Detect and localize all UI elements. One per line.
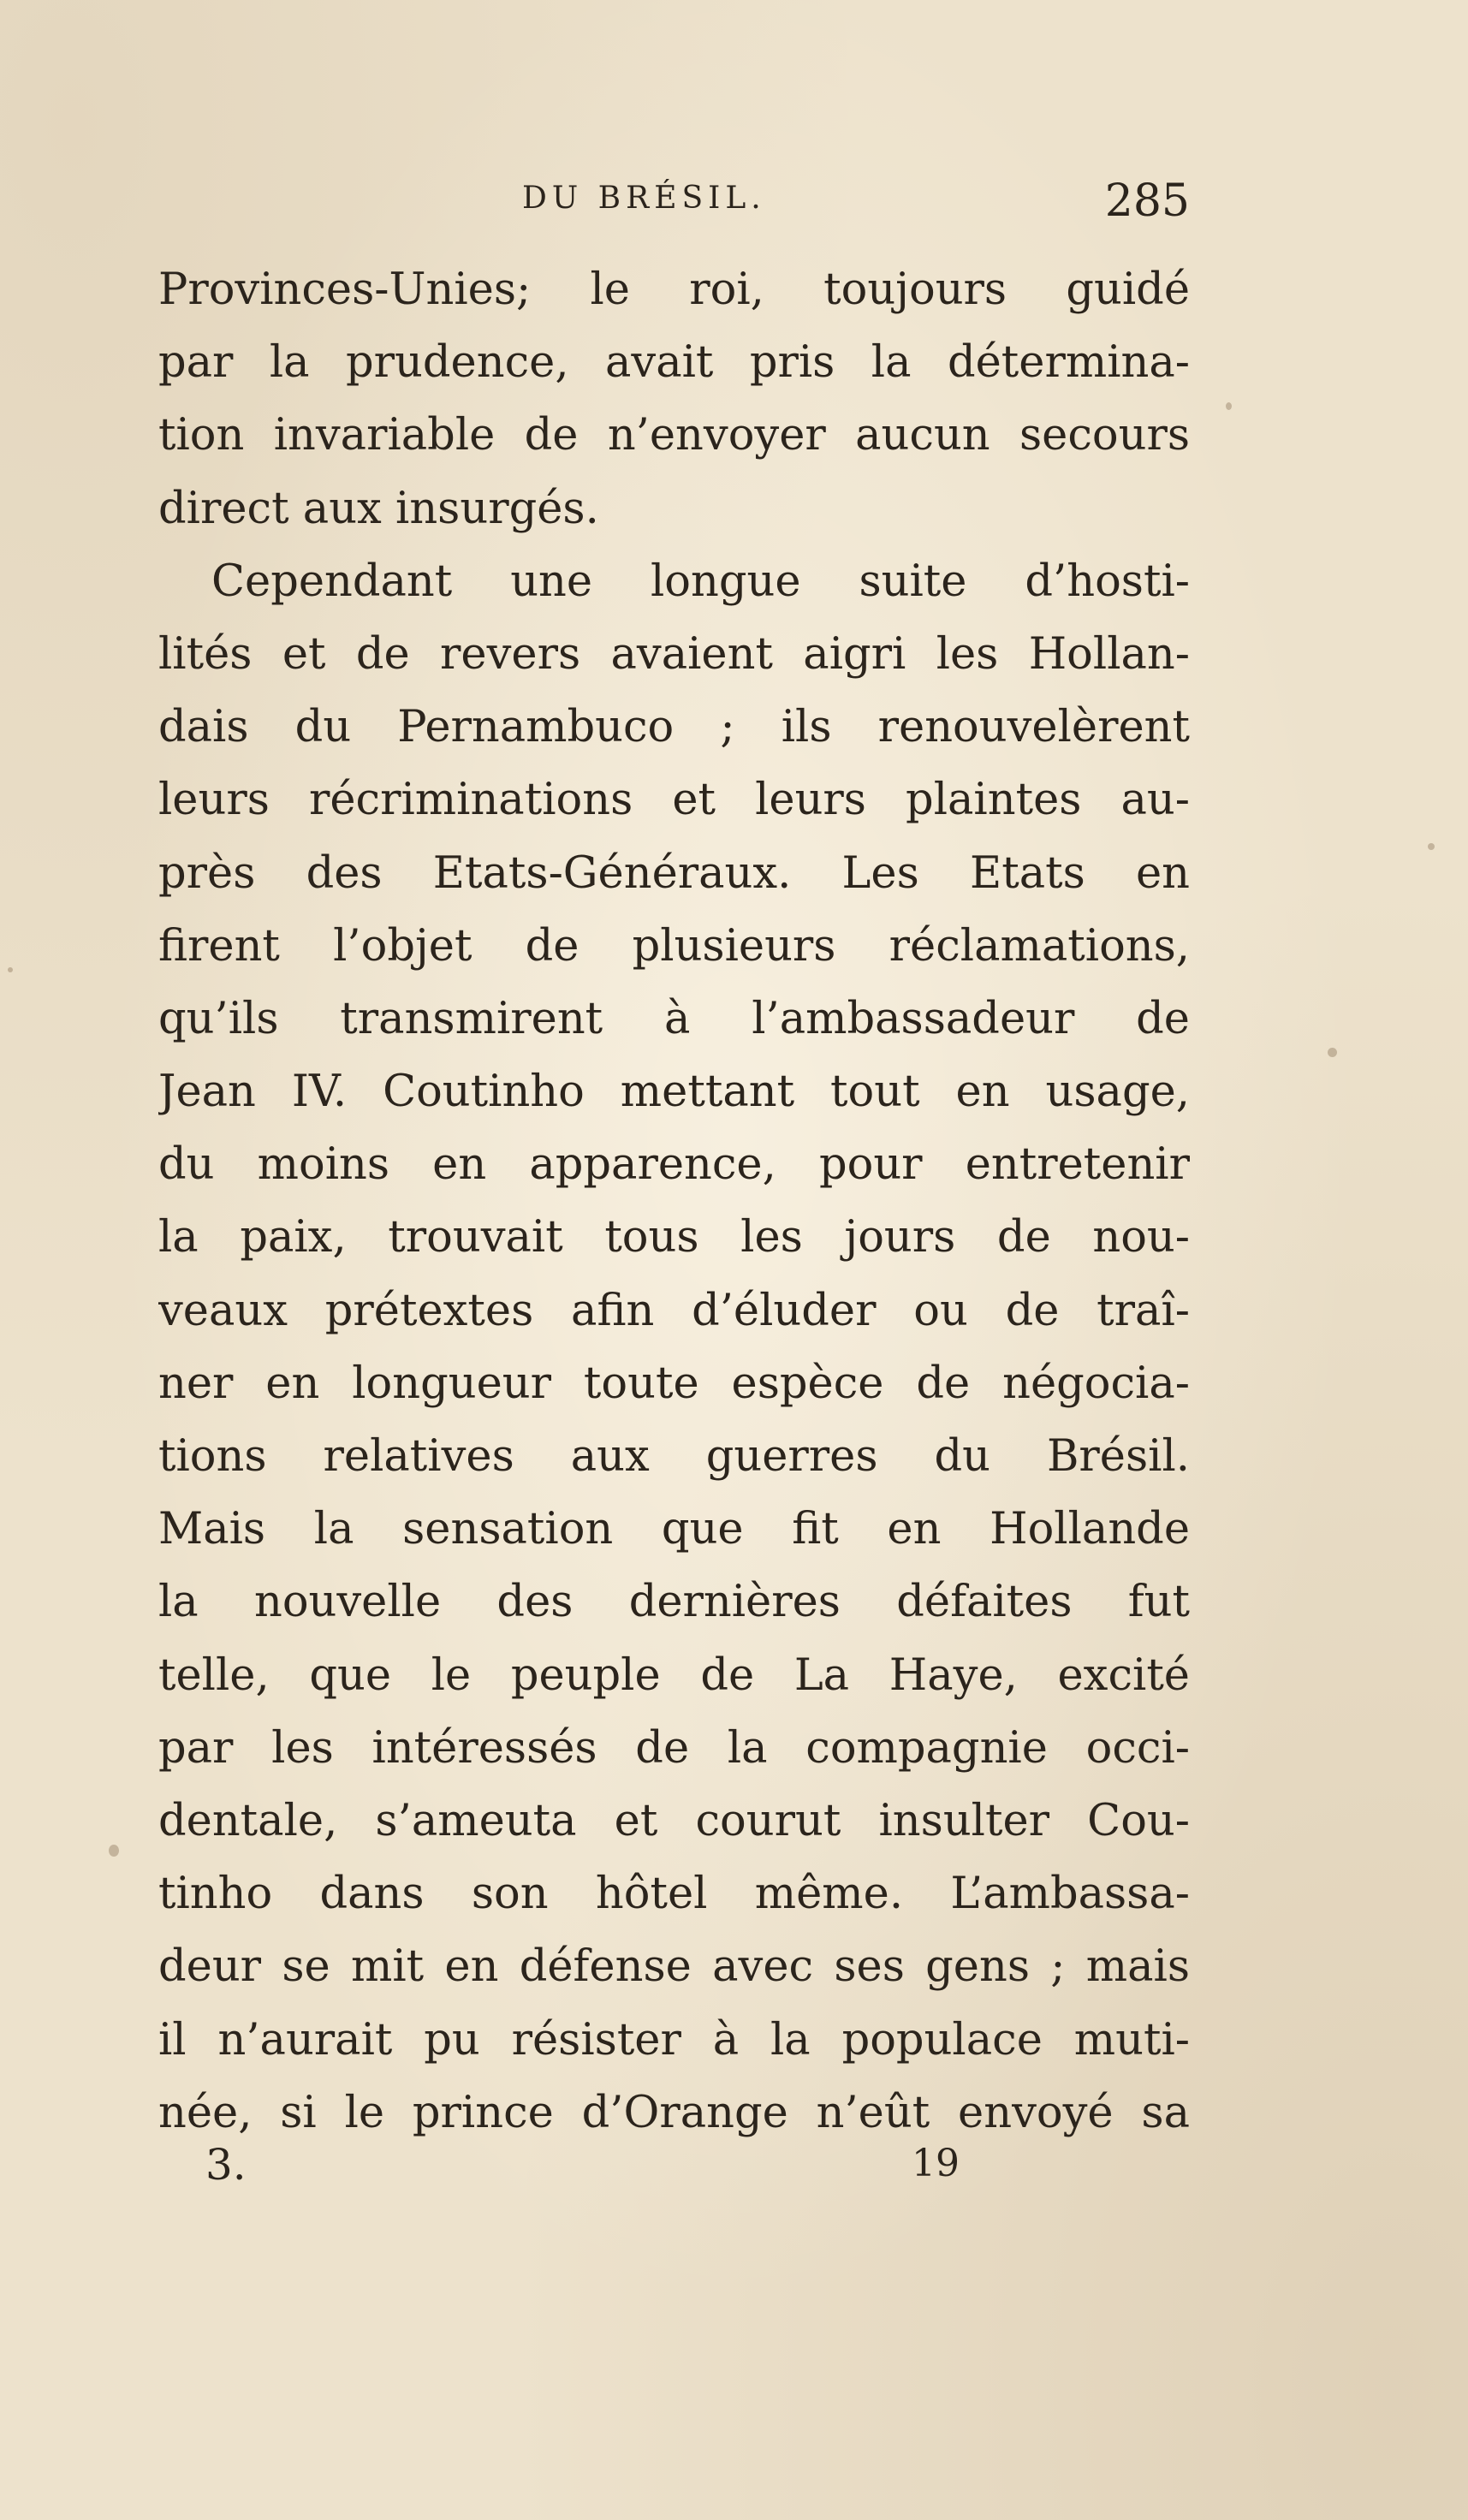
text-line: Jean IV. Coutinho mettant tout en usage, xyxy=(158,1067,1190,1118)
text-line: la nouvelle des dernières défaites fut xyxy=(158,1577,1190,1628)
text-line: par la prudence, avait pris la détermina- xyxy=(158,337,1190,389)
text-line: il n’aurait pu résister à la populace muti- xyxy=(158,2014,1190,2065)
text-line: veaux prétextes afin d’éluder ou de traî- xyxy=(158,1285,1190,1336)
text-line: née, si le prince d’Orange n’eût envoyé sa xyxy=(158,2087,1190,2138)
foxing-spot xyxy=(1428,843,1435,850)
text-line: Provinces-Unies; le roi, toujours guidé xyxy=(158,264,1190,315)
text-line: ner en longueur toute espèce de négocia- xyxy=(158,1358,1190,1409)
foxing-spot xyxy=(8,967,13,972)
signature-mark: 3. xyxy=(205,2140,247,2190)
text-line: qu’ils transmirent à l’ambassadeur de xyxy=(158,993,1190,1044)
gathering-number: 19 xyxy=(912,2142,960,2185)
text-line: du moins en apparence, pour entretenir xyxy=(158,1139,1190,1191)
text-line: dais du Pernambuco ; ils renouvelèrent xyxy=(158,702,1190,753)
text-line: par les intéressés de la compagnie occi- xyxy=(158,1722,1190,1774)
running-head: DU BRÉSIL. xyxy=(522,181,766,216)
text-line: tions relatives aux guerres du Brésil. xyxy=(158,1431,1190,1482)
text-line: Cependant une longue suite d’hosti- xyxy=(211,556,1190,607)
foxing-spot xyxy=(1328,1048,1337,1057)
text-line: tinho dans son hôtel même. L’ambassa- xyxy=(158,1869,1190,1920)
text-line: leurs récriminations et leurs plaintes au- xyxy=(158,775,1190,826)
text-line: telle, que le peuple de La Haye, excité xyxy=(158,1649,1190,1701)
text-line: direct aux insurgés. xyxy=(158,483,599,534)
foxing-spot xyxy=(109,1845,119,1857)
page-header xyxy=(158,175,1190,244)
page-footer xyxy=(158,2140,1190,2208)
text-line: firent l’objet de plusieurs réclamations, xyxy=(158,920,1190,972)
text-line: lités et de revers avaient aigri les Hollan- xyxy=(158,628,1190,680)
text-line: deur se mit en défense avec ses gens ; mais xyxy=(158,1941,1190,1993)
text-line: Mais la sensation que fit en Hollande xyxy=(158,1504,1190,1555)
text-line: près des Etats-Généraux. Les Etats en xyxy=(158,847,1190,899)
text-line: la paix, trouvait tous les jours de nou- xyxy=(158,1212,1190,1263)
text-line: tion invariable de n’envoyer aucun secours xyxy=(158,410,1190,461)
text-line: dentale, s’ameuta et courut insulter Cou- xyxy=(158,1795,1190,1846)
page-number: 285 xyxy=(1104,175,1190,227)
body-text xyxy=(158,253,1190,2149)
foxing-spot xyxy=(1226,402,1232,410)
